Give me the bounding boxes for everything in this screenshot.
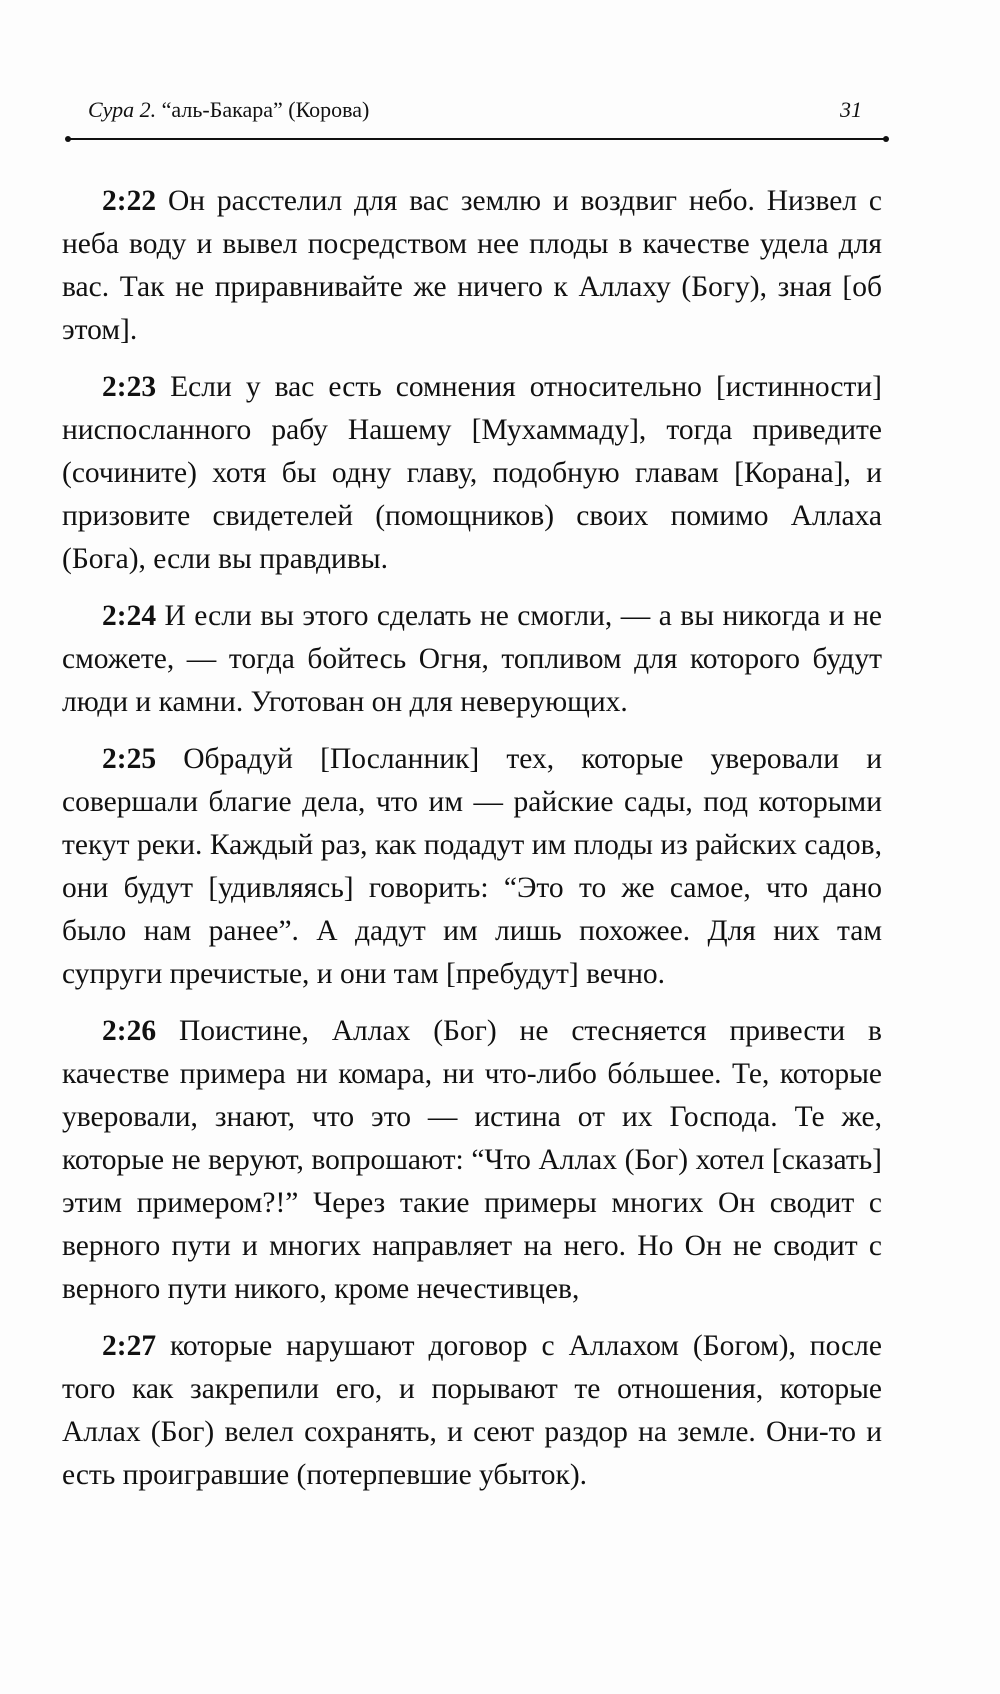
verse-text: И если вы этого сделать не смогли, — а вы никогда и не сможете, — тогда бойтесь Огня, топливом для которого будут люди и камни. Уготован он для неверующих.: [62, 600, 882, 718]
verse-2-24: [62, 595, 882, 724]
verse-2-22: [62, 180, 882, 352]
page-number: 31: [840, 97, 862, 122]
verse-ref: 2:26: [102, 1015, 157, 1047]
verse-2-27: [62, 1325, 882, 1497]
verse-2-26: [62, 1010, 882, 1311]
sura-name: “аль-Бакара” (Корова): [156, 97, 370, 122]
sura-label: Сура 2.: [88, 97, 157, 122]
verse-text: Если у вас есть сомнения относительно [истинности] ниспосланного рабу Нашему [Мухаммаду], тогда приведите (сочините) хотя бы одну главу, подобную главам [Корана], и призовите свидетелей (помощников) своих помимо Аллаха (Бога), если вы правдивы.: [62, 371, 882, 575]
verse-ref: 2:25: [102, 743, 157, 775]
verse-text: Обрадуй [Посланник] тех, которые уверовали и совершали благие дела, что им — райские сады, под которыми текут реки. Каждый раз, как подадут им плоды из райских садов, они будут [удивляясь] говорить: “Это то же самое, что дано было нам ранее”. А дадут им лишь похожее. Для них там супруги пречистые, и они там [пребудут] вечно.: [62, 743, 882, 990]
verse-2-25: [62, 738, 882, 996]
verse-2-23: [62, 366, 882, 581]
verse-text: которые нарушают договор с Аллахом (Богом), после того как закрепили его, и порывают те отношения, которые Аллах (Бог) велел сохранять, и сеют раздор на земле. Они-то и есть проигравшие (потерпевшие убыток).: [62, 1330, 882, 1491]
verse-list: [62, 180, 882, 1511]
verse-ref: 2:27: [102, 1330, 157, 1362]
header-rule: [68, 138, 886, 140]
verse-ref: 2:24: [102, 600, 157, 632]
verse-ref: 2:22: [102, 185, 157, 217]
running-head: [88, 97, 870, 133]
verse-text: Поистине, Аллах (Бог) не стесняется привести в качестве примера ни комара, ни что-либо бóльшее. Те, которые уверовали, знают, что это — истина от их Господа. Те же, которые не веруют, вопрошают: “Что Аллах (Бог) хотел [сказать] этим примером?!” Через такие примеры многих Он сводит с верного пути и многих направляет на него. Но Он не сводит с верного пути никого, кроме нечестивцев,: [62, 1015, 882, 1305]
sura-title: [88, 97, 369, 123]
verse-ref: 2:23: [102, 371, 157, 403]
verse-text: Он расстелил для вас землю и воздвиг небо. Низвел с неба воду и вывел посредством нее плоды в качестве удела для вас. Так не приравнивайте же ничего к Аллаху (Богу), зная [об этом].: [62, 185, 882, 346]
